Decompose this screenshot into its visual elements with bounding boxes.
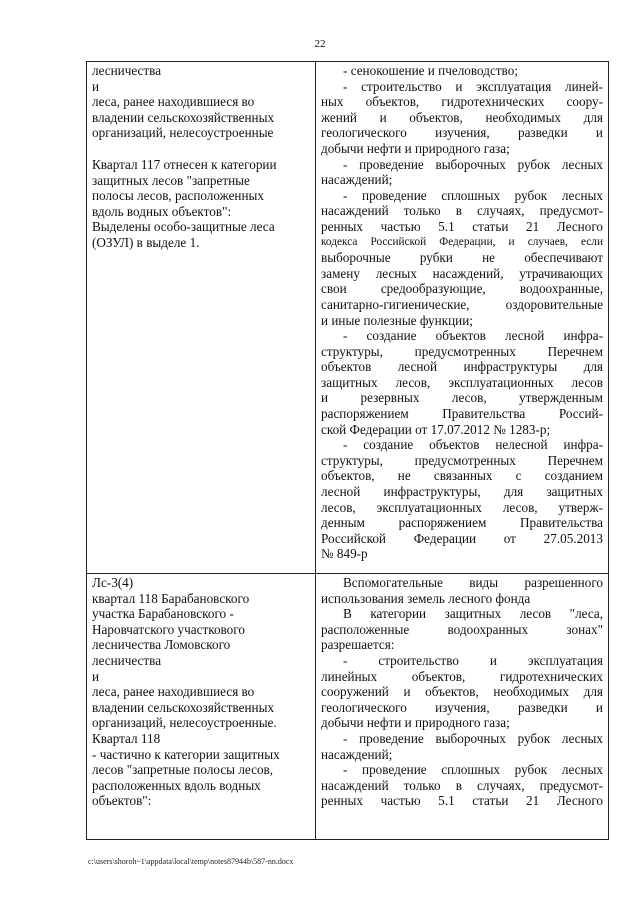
text-line: - создание объектов лесной инфра- [343, 328, 603, 344]
text-line: добычи нефти и природного газа; [321, 715, 510, 731]
text-line: насаждений только в случаях, предусмот- [321, 203, 603, 219]
text-line: добычи нефти и природного газа; [321, 140, 510, 156]
text-line: леса, ранее находившиеся во [92, 94, 255, 110]
text-line: квартал 118 Барабановского [92, 590, 250, 606]
text-line: кодекса Российской Федерации, и случаев, если [321, 235, 603, 248]
text-line: лесной инфраструктуры, для защитных [321, 484, 603, 500]
text-line: (ОЗУЛ) в выделе 1. [92, 234, 200, 250]
text-line: структуры, предусмотренных Перечнем [321, 452, 603, 468]
right-cell [316, 62, 609, 574]
text-line: насаждений только в случаях, предусмот- [321, 777, 603, 793]
text-line: насаждений; [321, 172, 393, 188]
text-line: вдоль водных объектов": [92, 203, 232, 219]
text-line: ных объектов, гидротехнических соору- [321, 94, 603, 110]
text-line: владении сельскохозяйственных [92, 699, 275, 715]
text-line: геологического изучения, разведки и [321, 699, 603, 715]
text-line: Вспомогательные виды разрешенного [343, 575, 603, 590]
text-line: насаждений; [321, 746, 393, 762]
text-line: и резервных лесов, утвержденным [321, 390, 603, 406]
text-line: - строительство и эксплуатация [343, 652, 603, 668]
left-cell [87, 62, 316, 574]
text-line: распоряжением Правительства Россий- [321, 406, 603, 422]
text-line: защитных лесов, эксплуатационных лесов [321, 374, 603, 390]
text-line: лесов "запретные полосы лесов, [92, 762, 274, 778]
text-line: полосы лесов, расположенных [92, 188, 265, 204]
page-number: 22 [314, 38, 326, 50]
document-table [86, 61, 609, 840]
right-cell [316, 574, 609, 840]
text-line: и иные полезные функции; [321, 312, 473, 328]
text-line: линейных объектов, гидротехнических [321, 668, 603, 684]
text-line: объектов": [92, 793, 152, 809]
text-line: выборочные рубки не обеспечивают [321, 250, 603, 266]
text-line: расположенные водоохранных зонах" [321, 621, 603, 637]
text-line: ской Федерации от 17.07.2012 № 1283-р; [321, 421, 551, 437]
left-cell [87, 574, 316, 840]
text-line: № 849-р [321, 546, 368, 562]
text-line: Квартал 118 [92, 730, 161, 746]
text-line: - сенокошение и пчеловодство; [343, 63, 518, 78]
text-line: структуры, предусмотренных Перечнем [321, 343, 603, 359]
text-line: организаций, нелесоустроенные. [92, 715, 277, 731]
text-line: владении сельскохозяйственных [92, 109, 275, 125]
text-line: расположенных вдоль водных [92, 777, 261, 793]
text-line: участка Барабановского - [92, 606, 234, 622]
text-line: использования земель лесного фонда [321, 590, 531, 606]
text-line: Выделены особо-защитные леса [92, 219, 275, 235]
text-line: и [92, 78, 100, 94]
text-line: сооружений и объектов, необходимых для [321, 684, 603, 700]
text-line: - создание объектов нелесной инфра- [343, 437, 603, 453]
text-line: Лс-3(4) [92, 575, 134, 590]
text-line: геологического изучения, разведки и [321, 125, 603, 141]
text-line: - проведение выборочных рубок лесных [343, 156, 603, 172]
text-line: денным распоряжением Правительства [321, 515, 603, 531]
text-line: Квартал 117 отнесен к категории [92, 156, 277, 172]
table-row [87, 574, 609, 840]
table-row [87, 62, 609, 574]
blank-line [92, 141, 310, 157]
text-line: жений и объектов, необходимых для [321, 109, 603, 125]
text-line: В категории защитных лесов "леса, [343, 606, 603, 622]
text-line: лесничества [92, 63, 162, 78]
text-line: лесничества Ломовского [92, 637, 231, 653]
text-line: Наровчатского участкового [92, 621, 245, 637]
text-line: - проведение сплошных рубок лесных [343, 187, 603, 203]
text-line: замену лесных насаждений, утрачивающих [321, 265, 603, 281]
text-line: Российской Федерации от 27.05.2013 [321, 530, 603, 546]
text-line: ренных частью 5.1 статьи 21 Лесного [321, 218, 603, 234]
text-line: защитных лесов "запретные [92, 172, 250, 188]
text-line: - проведение выборочных рубок лесных [343, 730, 603, 746]
text-line: лесничества [92, 652, 162, 668]
text-line: и [92, 668, 100, 684]
text-line: ренных частью 5.1 статьи 21 Лесного [321, 793, 603, 809]
text-line: организаций, нелесоустроенные [92, 125, 274, 141]
text-line: - частично к категории защитных [92, 746, 280, 762]
text-line: лесов, эксплуатационных лесов, утверж- [321, 499, 603, 515]
footer-file-path: c:\users\shoroh~1\appdata\local\temp\notes87944b\587-nn.docx [88, 857, 294, 866]
text-line: санитарно-гигиенические, оздоровительные [321, 296, 603, 312]
text-line: - проведение сплошных рубок лесных [343, 762, 603, 778]
text-line: свои средообразующие, водоохранные, [321, 281, 603, 297]
text-line: леса, ранее находившиеся во [92, 684, 255, 700]
text-line: - строительство и эксплуатация линей- [343, 78, 603, 94]
text-line: объектов лесной инфраструктуры для [321, 359, 603, 375]
text-line: объектов, не связанных с созданием [321, 468, 603, 484]
text-line: разрешается: [321, 637, 395, 653]
